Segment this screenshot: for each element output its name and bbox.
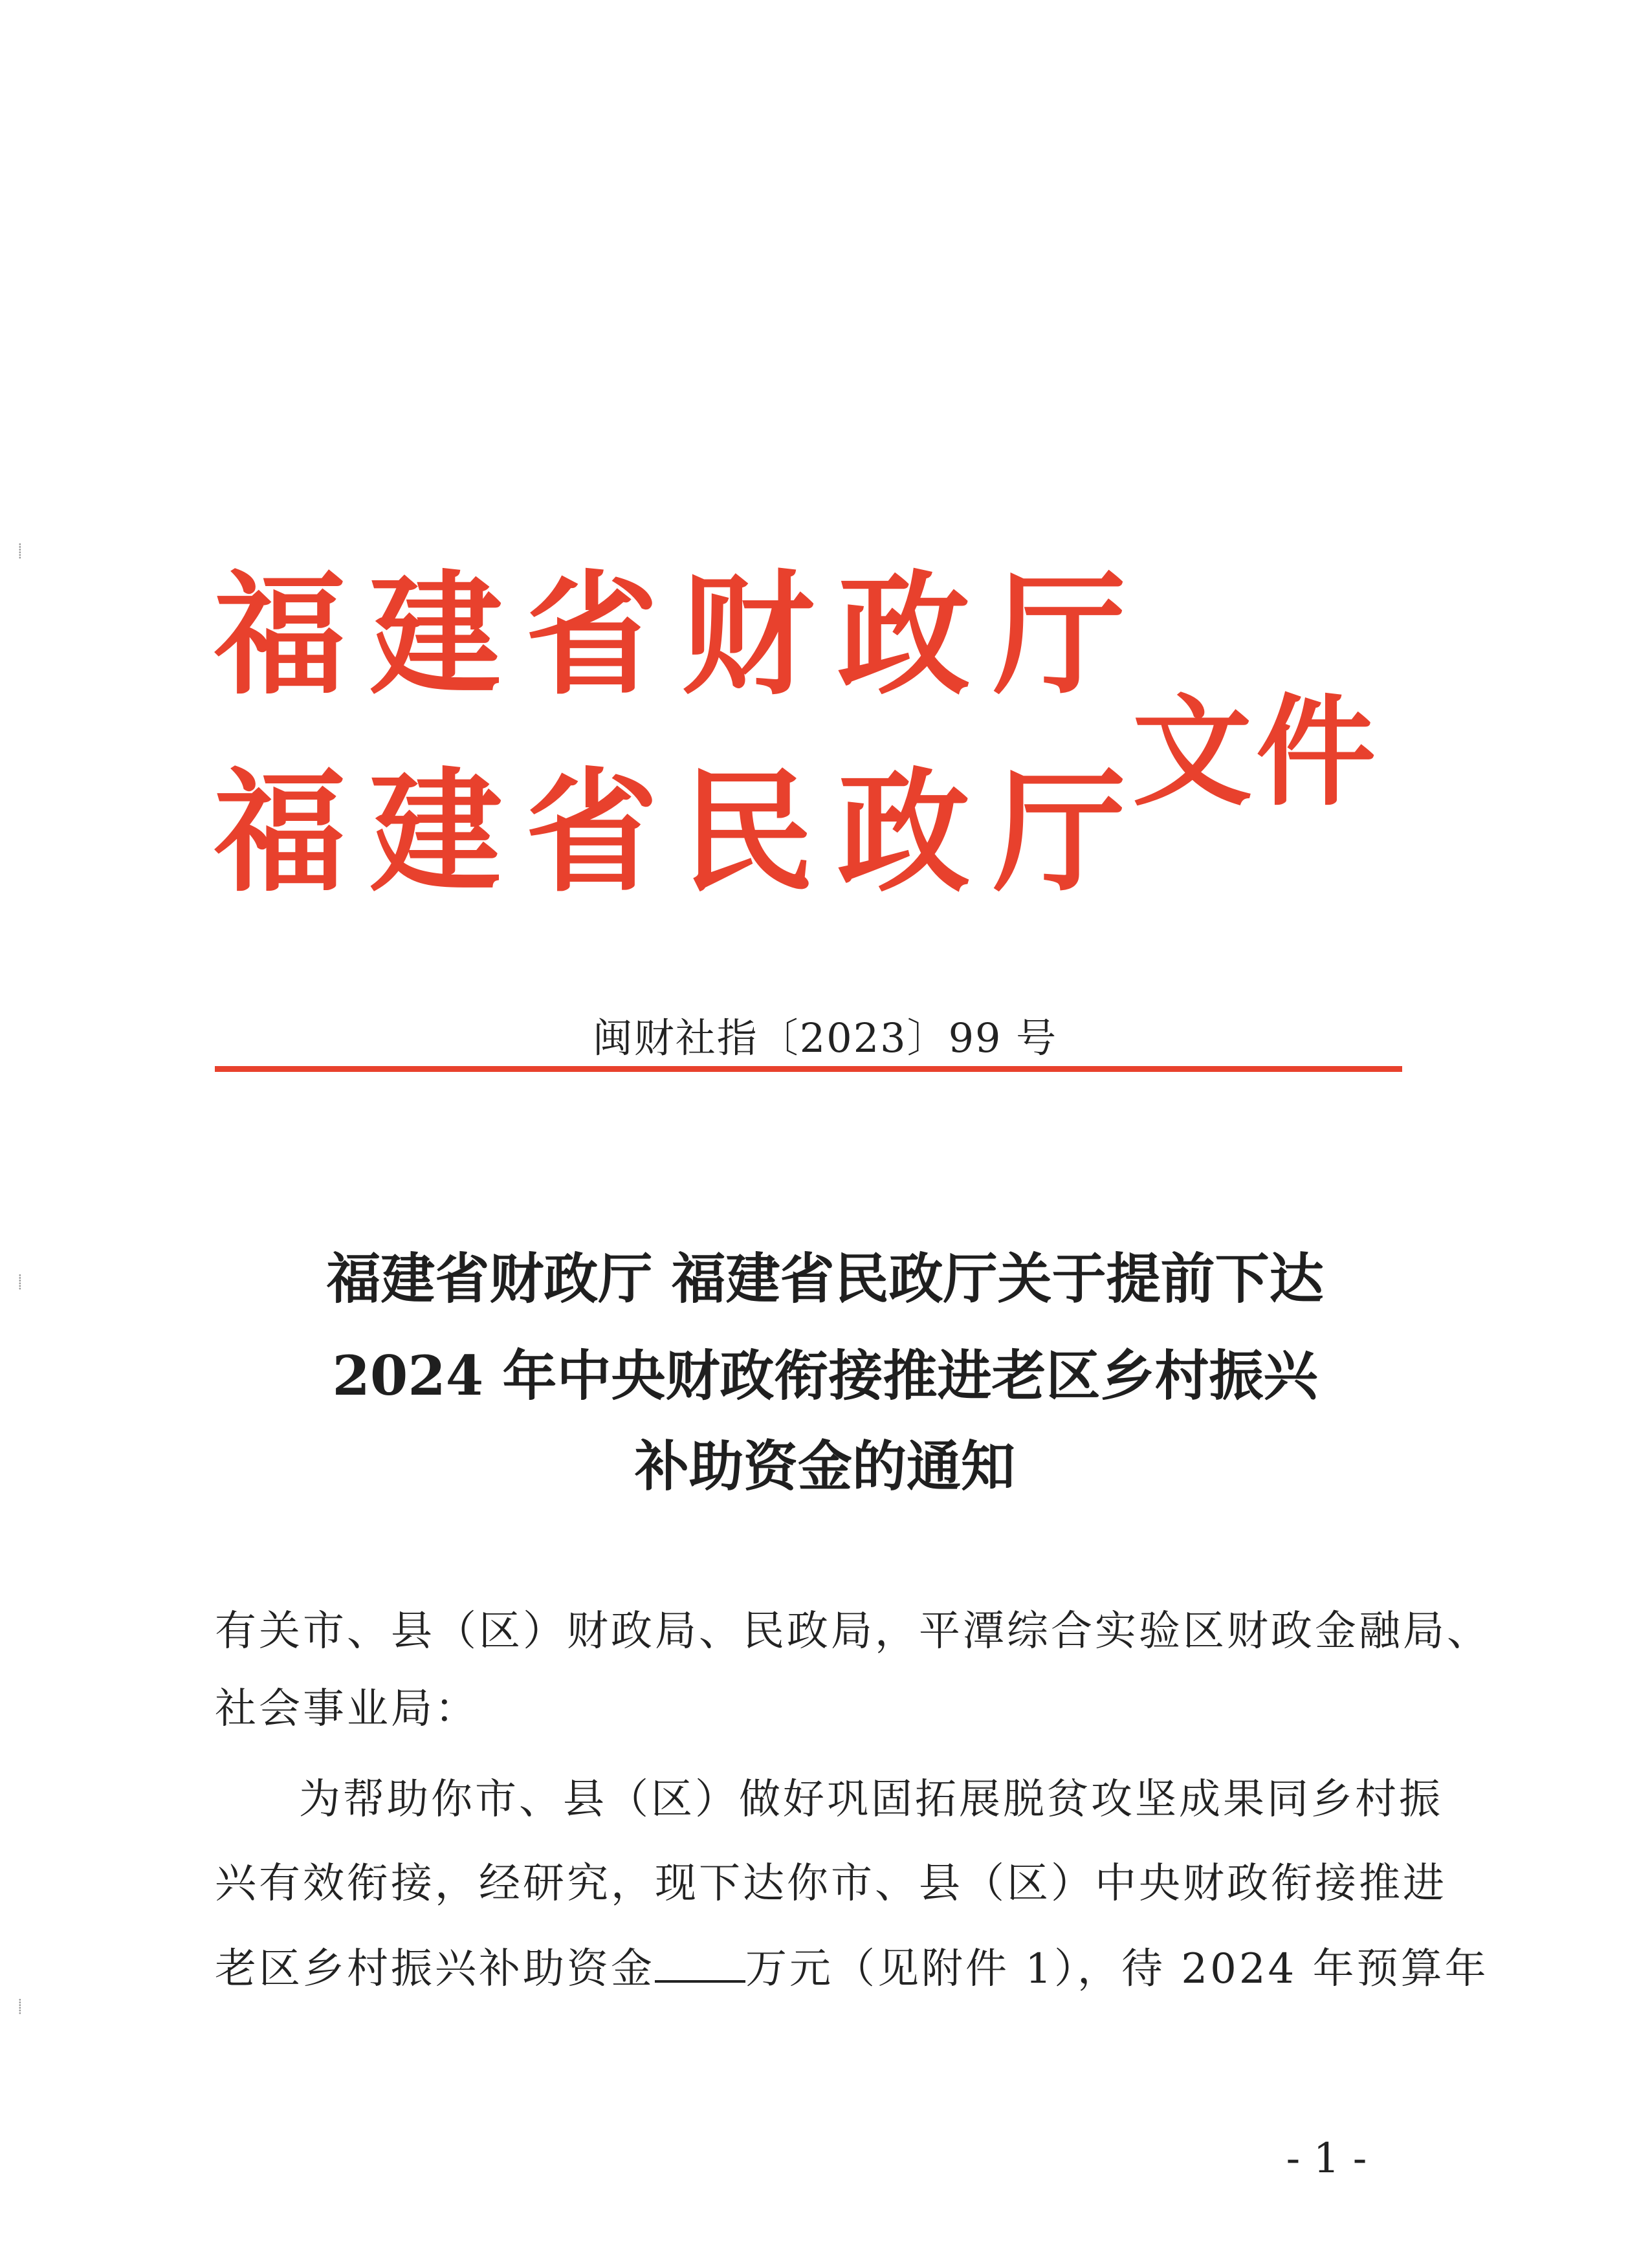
scan-margin-mark: ⸽ (18, 543, 22, 560)
red-divider-rule (215, 1066, 1402, 1072)
paragraph-line-1: 为帮助你市、县（区）做好巩固拓展脱贫攻坚成果同乡村振 (299, 1776, 1443, 1824)
amount-blank (655, 1944, 745, 1983)
page-number: - 1 - (1286, 2135, 1367, 2183)
document-title-line-2: 2024 年中央财政衔接推进老区乡村振兴 (332, 1344, 1318, 1408)
document-title-line-1: 福建省财政厅 福建省民政厅关于提前下达 (326, 1247, 1324, 1311)
scan-margin-mark: ⸽ (18, 1274, 22, 1291)
paragraph-line-2: 兴有效衔接，经研究，现下达你市、县（区）中央财政衔接推进 (215, 1860, 1447, 1908)
document-number: 闽财社指〔2023〕99 号 (592, 1014, 1058, 1062)
masthead-issuer-2: 福建省民政厅 (214, 755, 1149, 910)
document-title-line-3: 补助资金的通知 (634, 1434, 1015, 1498)
masthead-issuer-1: 福建省财政厅 (214, 558, 1149, 713)
scan-margin-mark: ⸽ (18, 1999, 22, 2015)
recipients-line-1: 有关市、县（区）财政局、民政局，平潭综合实验区财政金融局、 (215, 1608, 1491, 1655)
masthead-suffix: 文件 (1132, 681, 1380, 822)
paragraph-line-3 (215, 1944, 1489, 1993)
paragraph-line-3-before: 老区乡村振兴补助资金 (215, 1945, 655, 1993)
paragraph-line-3-after: 万元（见附件 1），待 2024 年预算年 (745, 1945, 1489, 1993)
recipients-line-2: 社会事业局： (215, 1685, 479, 1733)
